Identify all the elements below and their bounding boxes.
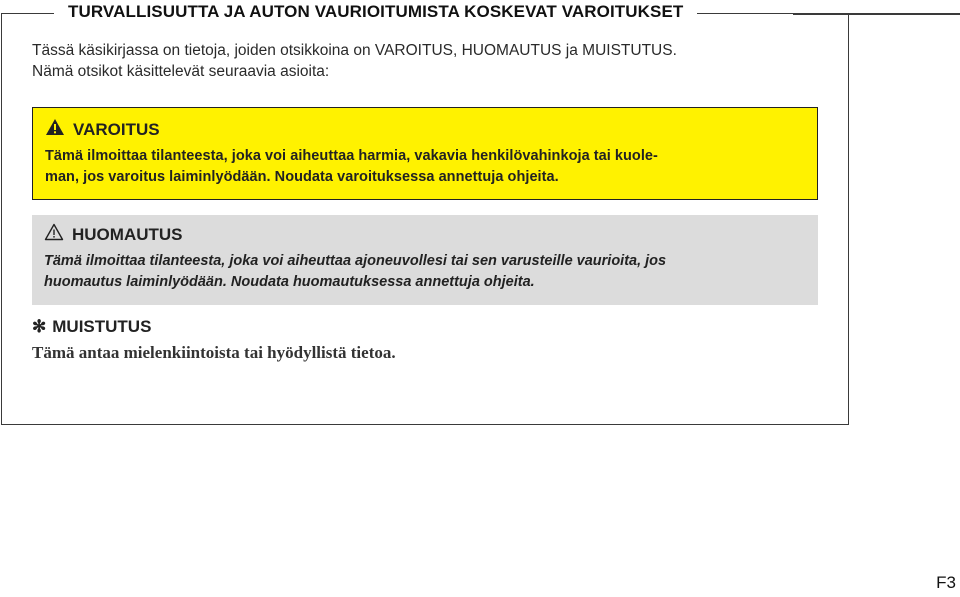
warning-triangle-icon — [45, 118, 65, 142]
warning-line-1: Tämä ilmoittaa tilanteesta, joka voi aiheuttaa harmia, vakavia henkilövahinkoja tai kuole- — [45, 148, 658, 164]
caution-line-2: huomautus laiminlyödään. Noudata huomautuksessa annettuja ohjeita. — [44, 274, 535, 290]
warning-title-row — [45, 118, 805, 142]
caution-body — [44, 251, 806, 293]
warning-line-2: man, jos varoitus laiminlyödään. Noudata varoituksessa annettuja ohjeita. — [45, 169, 559, 185]
caution-triangle-icon — [44, 223, 64, 247]
intro-text — [32, 40, 677, 82]
page-number: F3 — [936, 573, 956, 592]
caution-line-1: Tämä ilmoittaa tilanteesta, joka voi aiheuttaa ajoneuvollesi tai sen varusteille vaurioita, jos — [44, 253, 667, 269]
note-title: MUISTUTUS — [52, 317, 152, 336]
warning-title: VAROITUS — [73, 120, 160, 139]
caution-title-row — [44, 223, 806, 247]
intro-line-1: Tässä käsikirjassa on tietoja, joiden otsikkoina on VAROITUS, HUOMAUTUS ja MUISTUTUS. — [32, 42, 677, 59]
asterisk-icon: ✻ — [32, 317, 47, 336]
caution-box — [32, 215, 818, 305]
section-heading-container — [54, 0, 697, 24]
heading-rule-right — [793, 13, 960, 15]
note-body: Tämä antaa mielenkiintoista tai hyödyllistä tietoa. — [32, 343, 396, 362]
caution-title: HUOMAUTUS — [72, 225, 183, 244]
section-heading: TURVALLISUUTTA JA AUTON VAURIOITUMISTA KOSKEVAT VAROITUKSET — [68, 2, 684, 21]
warning-box — [32, 107, 818, 200]
warning-body — [45, 146, 805, 188]
note-title-row — [32, 316, 151, 338]
intro-line-2: Nämä otsikot käsittelevät seuraavia asioita: — [32, 63, 330, 80]
